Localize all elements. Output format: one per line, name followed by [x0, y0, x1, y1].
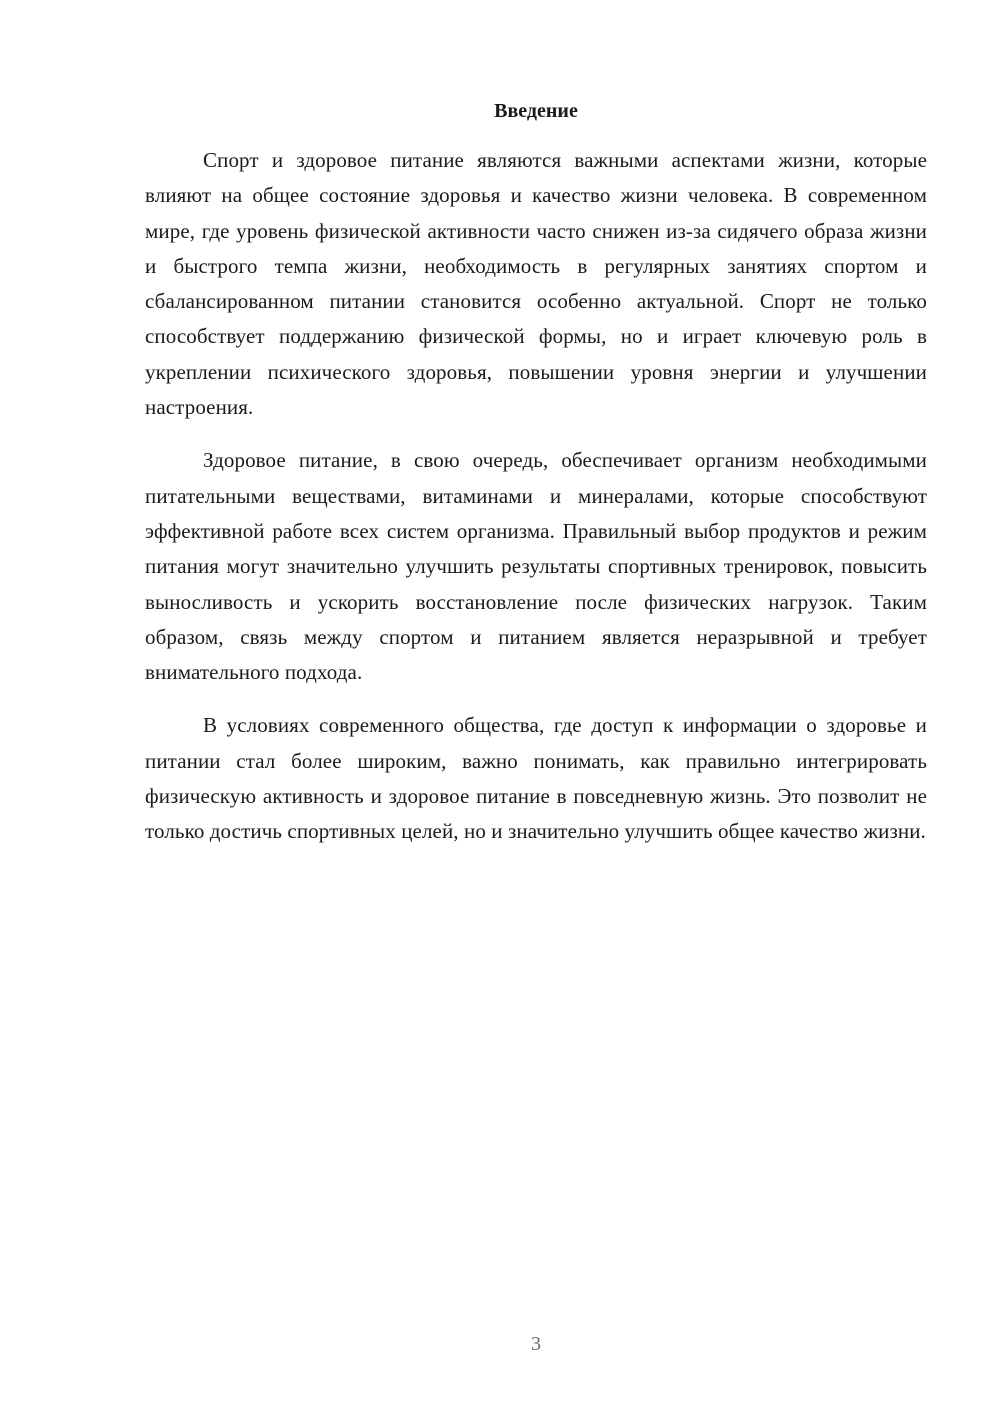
paragraph-1: Спорт и здоровое питание являются важными аспектами жизни, которые влияют на общее состояние здоровья и качество жизни человека. В современном мире, где уровень физической активности часто снижен из-за сидячего образа жизни и быстрого темпа жизни, необходимость в регулярных занятиях спортом и сбалансированном питании становится особенно актуальной. Спорт не только способствует поддержанию физической формы, но и играет ключевую роль в укреплении психического здоровья, повышении уровня энергии и улучшении настроения.	[145, 148, 927, 420]
page-number: 3	[531, 1333, 541, 1355]
document-body	[145, 143, 927, 868]
page-title: Введение	[494, 100, 578, 122]
paragraph-3: В условиях современного общества, где доступ к информации о здоровье и питании стал более широким, важно понимать, как правильно интегрировать физическую активность и здоровое питание в повседневную жизнь. Это позволит не только достичь спортивных целей, но и значительно улучшить общее качество жизни.	[145, 713, 927, 844]
paragraph-2: Здоровое питание, в свою очередь, обеспечивает организм необходимыми питательными веществами, витаминами и минералами, которые способствуют эффективной работе всех систем организма. Правильный выбор продуктов и режим питания могут значительно улучшить результаты спортивных тренировок, повысить выносливость и ускорить восстановление после физических нагрузок. Таким образом, связь между спортом и питанием является неразрывной и требует внимательного подхода.	[145, 448, 927, 685]
